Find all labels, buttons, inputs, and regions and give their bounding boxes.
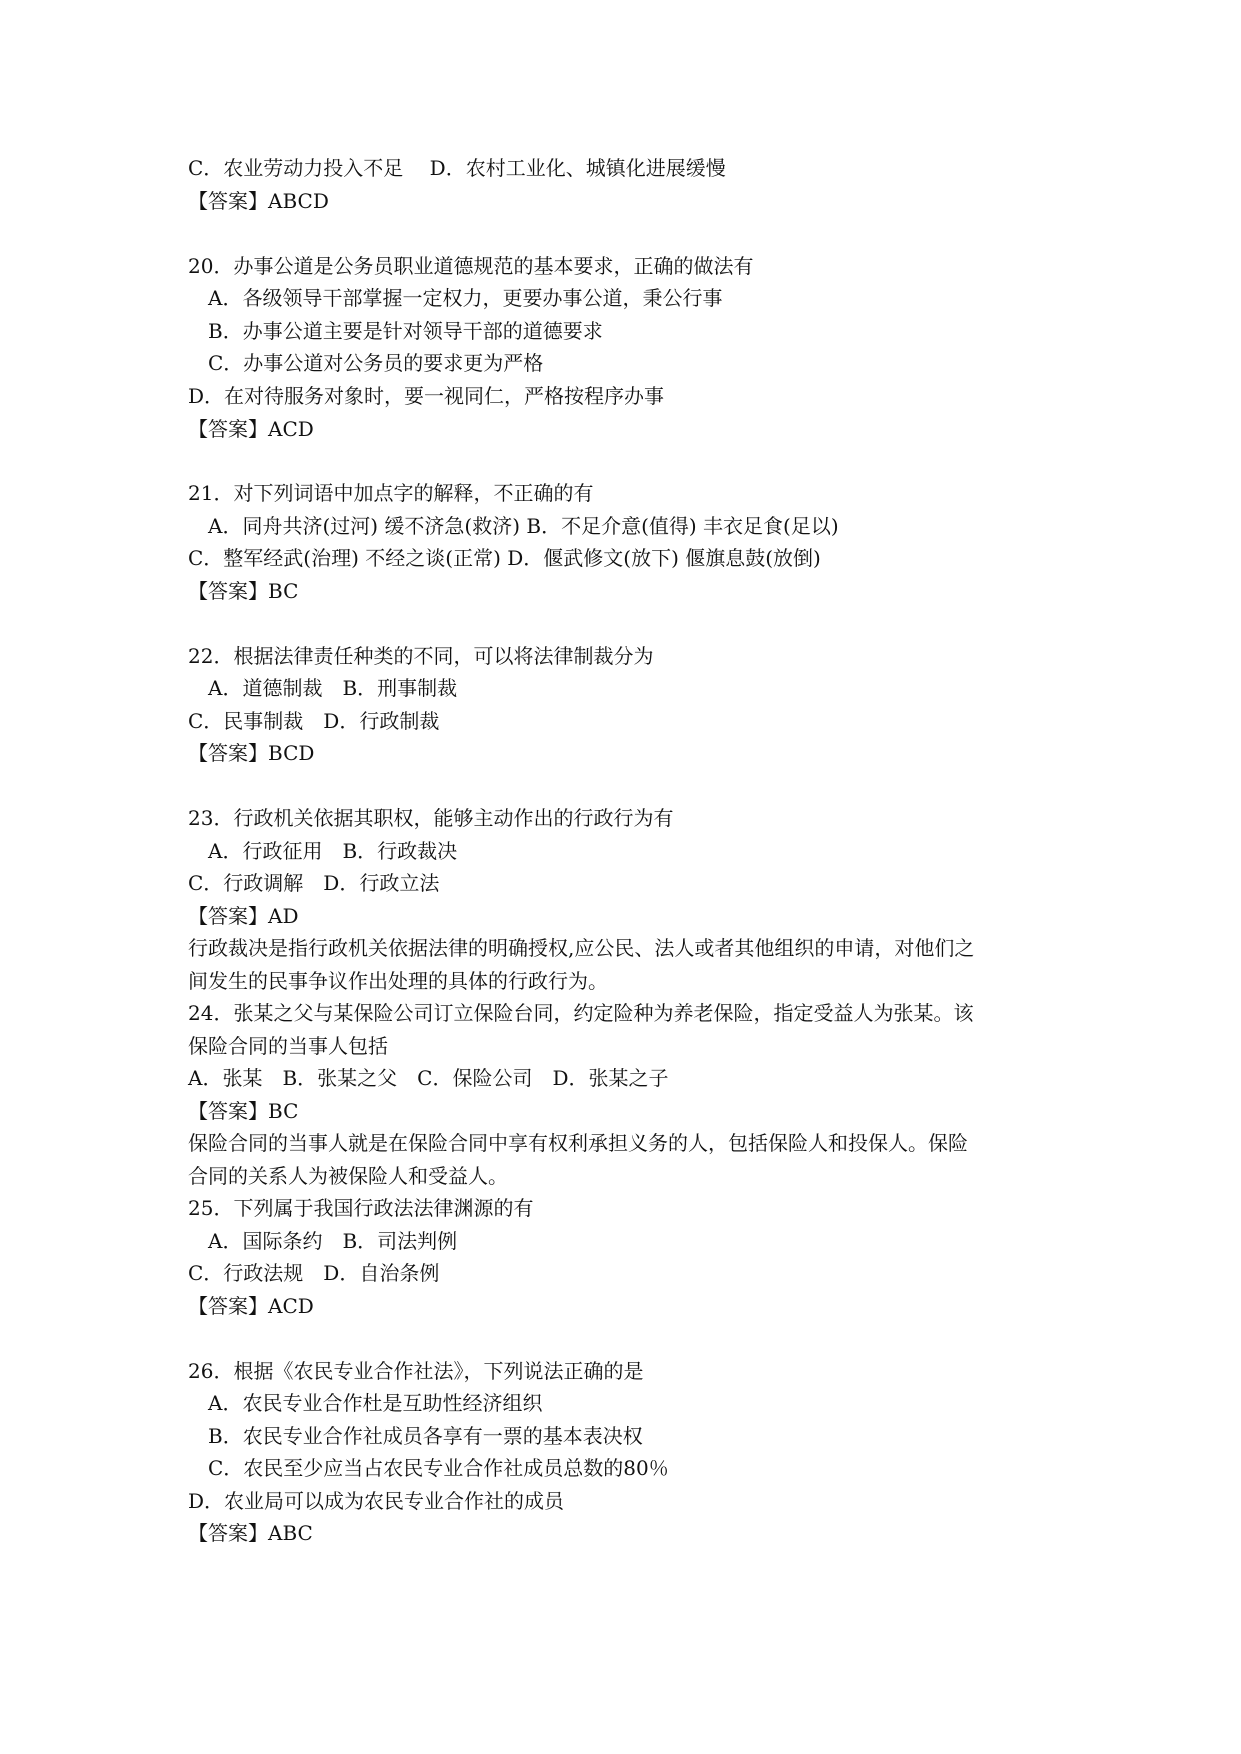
text-line: D．在对待服务对象时，要一视同仁，严格按程序办事 xyxy=(188,384,665,408)
text-line: 【答案】ABCD xyxy=(188,189,329,213)
text-line: 间发生的民事争议作出处理的具体的行政行为。 xyxy=(188,969,608,993)
text-line: C．农业劳动力投入不足 D．农村工业化、城镇化进展缓慢 xyxy=(188,156,726,180)
text-line: 24．张某之父与某保险公司订立保险台同，约定险种为养老保险，指定受益人为张某。该 xyxy=(188,1001,974,1025)
text-line: 【答案】AD xyxy=(188,904,299,928)
text-line: 合同的关系人为被保险人和受益人。 xyxy=(188,1164,508,1188)
text-line: A．国际条约 B．司法判例 xyxy=(208,1229,458,1253)
text-line: 22．根据法律责任种类的不同，可以将法律制裁分为 xyxy=(188,644,654,668)
text-line: 23．行政机关依据其职权，能够主动作出的行政行为有 xyxy=(188,806,674,830)
text-line: D．农业局可以成为农民专业合作社的成员 xyxy=(188,1489,565,1513)
text-line: A．张某 B．张某之父 C．保险公司 D．张某之子 xyxy=(188,1066,669,1090)
text-line: 【答案】BCD xyxy=(188,741,315,765)
text-line: 保险合同的当事人就是在保险合同中享有权利承担义务的人，包括保险人和投保人。保险 xyxy=(188,1131,968,1155)
text-line: 21．对下列词语中加点字的解释，不正确的有 xyxy=(188,481,594,505)
text-line: A．同舟共济(过河) 缓不济急(救济) B．不足介意(值得) 丰衣足食(足以) xyxy=(208,514,839,538)
text-line: A．行政征用 B．行政裁决 xyxy=(208,839,458,863)
text-line: A．农民专业合作杜是互助性经济组织 xyxy=(208,1391,543,1415)
text-line: 【答案】ACD xyxy=(188,417,314,441)
text-line: B．农民专业合作社成员各享有一票的基本表决权 xyxy=(208,1424,643,1448)
text-line: C．办事公道对公务员的要求更为严格 xyxy=(208,351,544,375)
text-line: 【答案】BC xyxy=(188,579,299,603)
text-line: C．行政调解 D．行政立法 xyxy=(188,871,440,895)
text-line: C．民事制裁 D．行政制裁 xyxy=(188,709,440,733)
text-line: C．整军经武(治理) 不经之谈(正常) D．偃武修文(放下) 偃旗息鼓(放倒) xyxy=(188,546,821,570)
text-line: 保险合同的当事人包括 xyxy=(188,1034,388,1058)
text-line: A．各级领导干部掌握一定权力，更要办事公道，秉公行事 xyxy=(208,286,723,310)
text-line: 20．办事公道是公务员职业道德规范的基本要求，正确的做法有 xyxy=(188,254,754,278)
text-line: A．道德制裁 B．刑事制裁 xyxy=(208,676,458,700)
text-line: 行政裁决是指行政机关依据法律的明确授权,应公民、法人或者其他组织的申请，对他们之 xyxy=(188,936,975,960)
text-line: 25．下列属于我国行政法法律渊源的有 xyxy=(188,1196,534,1220)
text-line: 【答案】BC xyxy=(188,1099,299,1123)
text-line: B．办事公道主要是针对领导干部的道德要求 xyxy=(208,319,603,343)
text-line: 【答案】ACD xyxy=(188,1294,314,1318)
text-line: C．行政法规 D．自治条例 xyxy=(188,1261,440,1285)
text-line: 【答案】ABC xyxy=(188,1521,313,1545)
text-line: 26．根据《农民专业合作社法》，下列说法正确的是 xyxy=(188,1359,644,1383)
text-line: C．农民至少应当占农民专业合作社成员总数的80％ xyxy=(208,1456,669,1480)
